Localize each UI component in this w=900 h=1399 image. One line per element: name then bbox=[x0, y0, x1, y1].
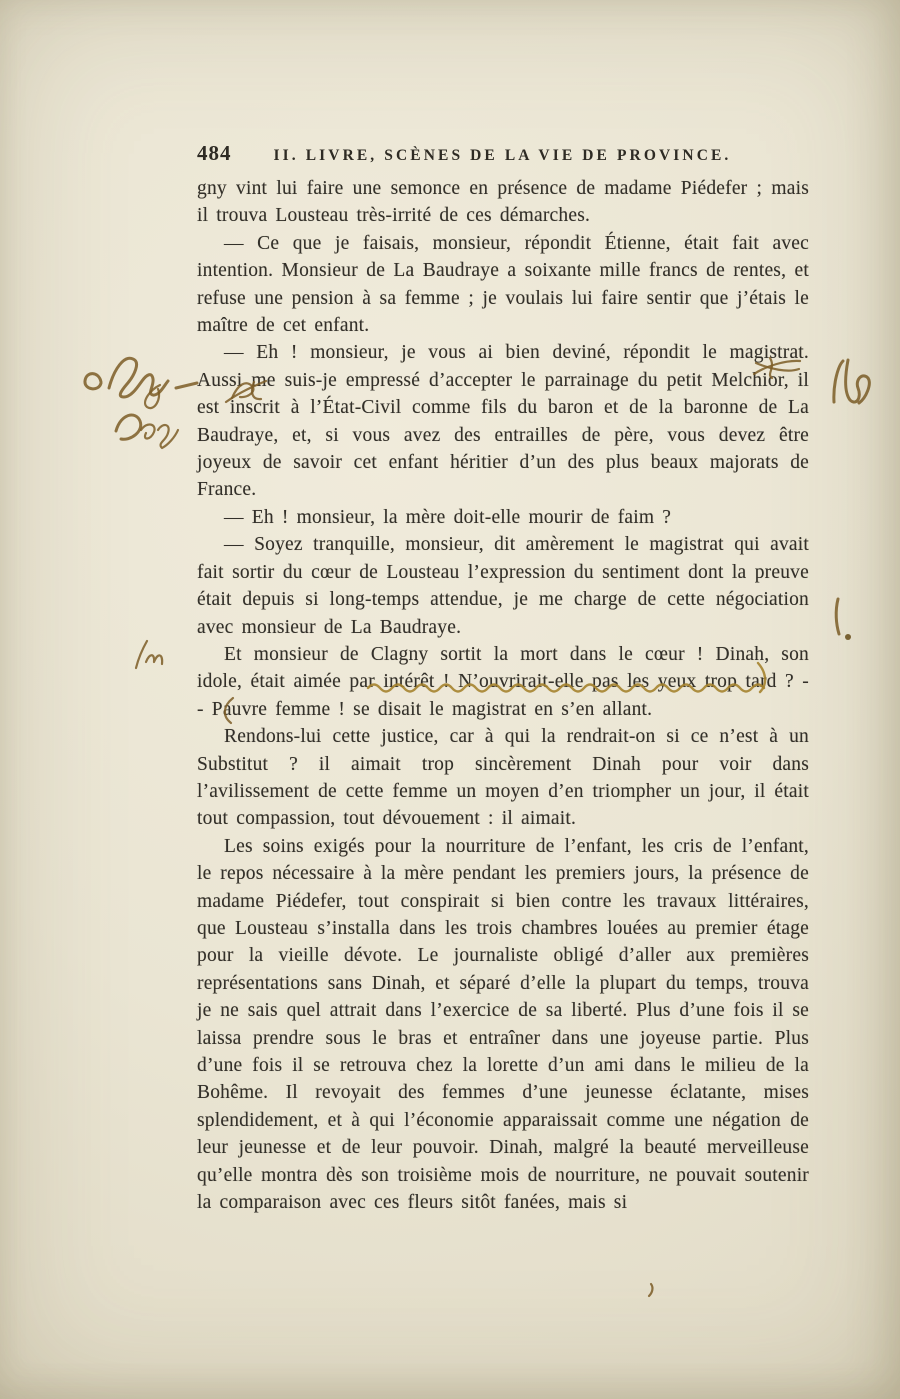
page-header bbox=[197, 141, 809, 166]
running-header: II. LIVRE, SCÈNES DE LA VIE DE PROVINCE. bbox=[273, 147, 732, 164]
paragraph: Les soins exigés pour la nourriture de l’enfant, les cris de l’enfant, le repos nécessaire à la mère pendant les premiers jours, la présence de madame Piédefer, tout conspirait si bien contre les travaux littéraires, que Lousteau s’installa dans les trois chambres louées au premier étage pour la vieille dévote. Le journaliste obligé d’aller aux premières représentations sans Dinah, et séparé d’elle la plupart du temps, trouva je ne sais quel attrait dans l’exercice de sa liberté. Plus d’une fois il se laissa prendre sous le bras et entraîner dans une joyeuse partie. Plus d’une fois il se retrouva chez la lorette d’un ami dans le milieu de la Bohême. Il revoyait des femmes d’une jeunesse éclatante, mises splendidement, et à qui l’économie apparaissait comme une négation de leur jeunesse et de leur pouvoir. Dinah, malgré la beauté merveilleuse qu’elle montra dès son troisième mois de nourriture, ne pouvait soutenir la comparaison avec ces fleurs sitôt fanées, mais si bbox=[197, 835, 809, 1214]
right-margin-bar-dot-mark bbox=[836, 599, 851, 640]
page-number: 484 bbox=[197, 141, 232, 165]
left-margin-scribble-top-mark bbox=[85, 358, 197, 408]
left-margin-slash-m-mark bbox=[136, 641, 162, 668]
paragraph: — Eh ! monsieur, je vous ai bien deviné, répondit le magistrat. Aussi me suis-je empressé d’accepter le parrainage du petit Melchior, il est inscrit à l’État-Civil comme fils du baron et de la baronne de La Baudraye, et, si vous avez des entrailles de père, vous devez être joyeux de savoir cet enfant héritier d’un des plus beaux majorats de France. bbox=[197, 342, 809, 501]
paragraph: — Eh ! monsieur, la mère doit-elle mourir de faim ? bbox=[224, 506, 672, 528]
paragraph: gny vint lui faire une semonce en présence de madame Piédefer ; mais il trouva Lousteau très-irrité de ces démarches. bbox=[197, 178, 809, 227]
paragraph: — Ce que je faisais, monsieur, répondit Étienne, était fait avec intention. Monsieur de La Baudraye a soixante mille francs de rentes, et refuse une pension à sa femme ; je voulais lui faire sentir que j’étais le maître de cet enfant. bbox=[197, 232, 809, 337]
paragraph: — Soyez tranquille, monsieur, dit amèrement le magistrat qui avait fait sortir du cœur de Lousteau l’expression du sentiment dont la preuve était depuis si long-temps attendue, je me charge de cette négociation avec monsieur de La Baudraye. bbox=[197, 534, 809, 638]
right-margin-scribble-mark bbox=[834, 360, 869, 403]
printed-text-block bbox=[197, 141, 809, 1216]
bottom-ink-speck-mark bbox=[649, 1284, 652, 1296]
paragraph: Rendons-lui cette justice, car à qui la rendrait-on si ce n’est à un Substitut ? il aimait trop sincèrement Dinah pour voir dans l’avilissement de cette femme un moyen d’en triompher un jour, il était tout compassion, tout dévouement : il aimait. bbox=[197, 726, 809, 830]
paragraph: Et monsieur de Clagny sortit la mort dans le cœur ! Dinah, son idole, était aimée par intérêt ! N’ouvrirait-elle pas les yeux trop tard ? -- Pauvre femme ! se disait le magistrat en s’en allant. bbox=[197, 643, 809, 720]
left-margin-scribble-bottom-mark bbox=[116, 415, 178, 448]
